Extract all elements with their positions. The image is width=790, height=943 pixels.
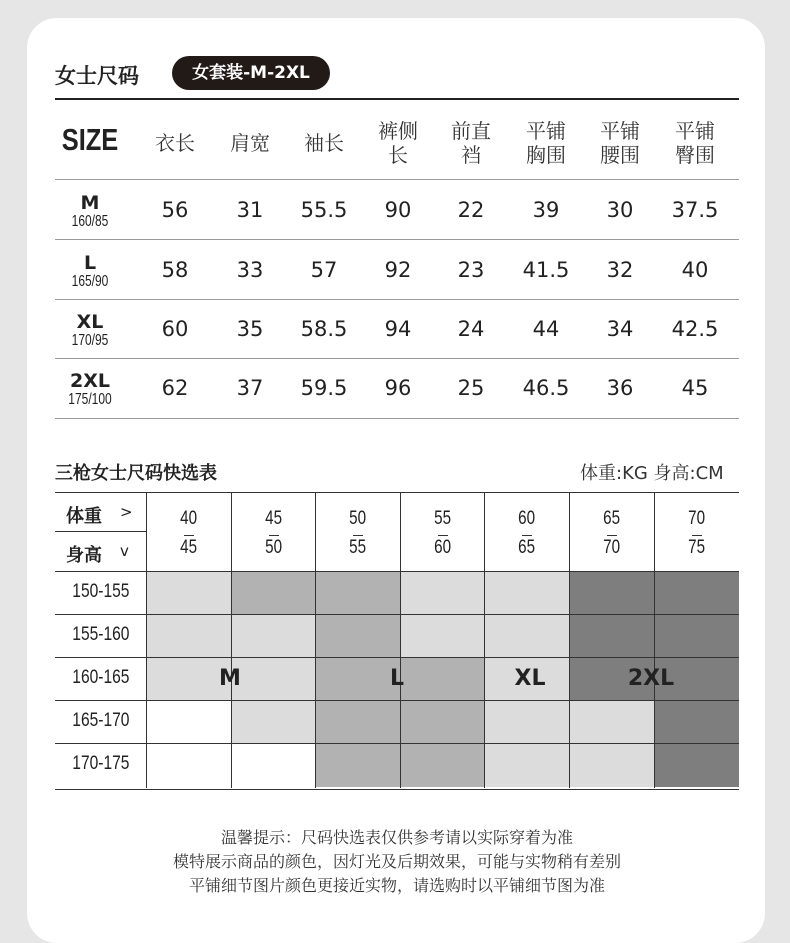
weight-range-bottom [655, 537, 739, 559]
grid-hline [55, 571, 739, 572]
weight-range-bottom [570, 537, 654, 559]
height-label: 身高 [66, 545, 102, 566]
row-divider [55, 358, 739, 359]
height-range-label [55, 624, 146, 646]
grid-cell [569, 614, 654, 657]
size-value-cell: 58.5 [300, 317, 348, 341]
weight-arrow-icon: > [120, 503, 133, 521]
weight-range-top-text: 55 [434, 508, 452, 529]
row-divider [55, 418, 739, 419]
height-range-text: 155-160 [71, 624, 130, 645]
row-divider [55, 239, 739, 240]
grid-cell [569, 743, 654, 787]
zone-label-l: L [389, 666, 405, 691]
grid-cell [654, 571, 739, 614]
weight-range-dash [184, 535, 194, 536]
height-range-text: 160-165 [71, 667, 130, 688]
weight-range-top [485, 508, 569, 530]
grid-cell [231, 700, 315, 743]
grid-cell [400, 700, 484, 743]
size-height-spec: 160/85 [71, 213, 109, 230]
weight-range-bottom-text: 45 [180, 537, 198, 558]
height-range-label [55, 667, 146, 689]
weight-range-top [316, 508, 400, 530]
note-line: 平铺细节图片颜色更接近实物，请选购时以平铺细节图为准 [188, 876, 605, 895]
product-tag: 女套装-M-2XL [172, 56, 330, 90]
grid-cell [315, 743, 400, 787]
weight-range-bottom [147, 537, 231, 559]
size-value-cell: 56 [161, 198, 189, 222]
size-column-header: 裤侧 长 [378, 119, 418, 167]
grid-cell [400, 743, 484, 787]
size-column-header: 袖长 [304, 131, 344, 155]
weight-range-top-text: 60 [518, 508, 536, 529]
weight-range-bottom [401, 537, 485, 559]
grid-cell [569, 700, 654, 743]
weight-range-top [401, 508, 485, 530]
weight-range-bottom-text: 75 [688, 537, 706, 558]
grid-cell [654, 700, 739, 743]
notes [60, 826, 734, 898]
grid-cell [146, 571, 231, 614]
weight-range-dash [607, 535, 617, 536]
weight-range-dash [438, 535, 448, 536]
grid-cell [654, 614, 739, 657]
size-value-cell: 36 [606, 376, 634, 400]
height-range-label [55, 710, 146, 732]
size-height-spec: 175/100 [68, 391, 112, 408]
size-value-cell: 60 [161, 317, 189, 341]
grid-cell [400, 614, 484, 657]
size-value-cell: 58 [161, 258, 189, 282]
row-divider [55, 299, 739, 300]
size-value-cell: 45 [681, 376, 709, 400]
size-value-cell: 33 [236, 258, 264, 282]
grid-cell [146, 700, 231, 743]
size-value-cell: 90 [384, 198, 412, 222]
size-value-cell: 41.5 [522, 258, 570, 282]
grid-hline [55, 657, 739, 658]
size-column-header: 肩宽 [230, 131, 270, 155]
zone-label-2xl: 2XL [627, 666, 675, 691]
weight-range-top-text: 45 [265, 508, 283, 529]
height-range-text: 170-175 [71, 753, 130, 774]
weight-range-top [147, 508, 231, 530]
weight-range-top-text: 50 [349, 508, 367, 529]
weight-range-top [570, 508, 654, 530]
size-value-cell: 23 [457, 258, 485, 282]
weight-range-dash [692, 535, 702, 536]
height-arrow-icon: v [120, 542, 129, 560]
size-value-cell: 35 [236, 317, 264, 341]
weight-range-bottom-text: 55 [349, 537, 367, 558]
size-value-cell: 25 [457, 376, 485, 400]
size-row-label [55, 193, 125, 231]
grid-cell [484, 614, 569, 657]
zone-label-m: M [219, 666, 241, 691]
size-value-cell: 92 [384, 258, 412, 282]
section-title: 女士尺码 [55, 64, 139, 88]
size-row-label [55, 253, 125, 291]
note-line: 温馨提示：尺码快选表仅供参考请以实际穿着为准 [220, 828, 573, 847]
zone-label-xl: XL [514, 666, 546, 691]
size-value-cell: 96 [384, 376, 412, 400]
grid-cell [315, 614, 400, 657]
grid-cell [654, 743, 739, 787]
size-value-cell: 62 [161, 376, 189, 400]
size-value-cell: 55.5 [300, 198, 348, 222]
size-value-cell: 59.5 [300, 376, 348, 400]
size-code: XL [76, 311, 104, 333]
weight-range-bottom [232, 537, 316, 559]
height-range-label [55, 581, 146, 603]
grid-hline [55, 531, 146, 532]
weight-range-bottom-text: 65 [518, 537, 536, 558]
height-range-text: 150-155 [71, 581, 130, 602]
size-value-cell: 46.5 [522, 376, 570, 400]
size-value-cell: 24 [457, 317, 485, 341]
weight-range-bottom-text: 70 [603, 537, 621, 558]
grid-cell [315, 700, 400, 743]
grid-hline [55, 743, 739, 744]
weight-range-dash [522, 535, 532, 536]
size-column-header: 平铺 腰围 [600, 119, 640, 167]
grid-cell [315, 571, 400, 614]
size-value-cell: 22 [457, 198, 485, 222]
size-code: L [83, 252, 97, 274]
weight-range-bottom-text: 60 [434, 537, 452, 558]
size-height-spec: 165/90 [71, 273, 109, 290]
weight-range-bottom-text: 50 [265, 537, 283, 558]
grid-cell [146, 614, 231, 657]
weight-range-top [232, 508, 316, 530]
size-column-header: 平铺 臀围 [675, 119, 715, 167]
note-line: 模特展示商品的颜色，因灯光及后期效果，可能与实物稍有差别 [172, 852, 621, 871]
height-range-label [55, 753, 146, 775]
grid-cell [400, 571, 484, 614]
size-value-cell: 32 [606, 258, 634, 282]
weight-label: 体重 [66, 506, 102, 527]
grid-cell [484, 700, 569, 743]
size-value-cell: 31 [236, 198, 264, 222]
size-code: M [80, 192, 100, 214]
size-value-cell: 44 [532, 317, 560, 341]
grid-cell [484, 571, 569, 614]
row-divider [55, 179, 739, 180]
size-row-label [55, 371, 125, 409]
weight-range-top-text: 40 [180, 508, 198, 529]
size-row-label [55, 312, 125, 350]
size-column-header: 前直 裆 [451, 119, 491, 167]
grid-hline [55, 700, 739, 701]
size-value-cell: 34 [606, 317, 634, 341]
weight-range-bottom [485, 537, 569, 559]
grid-cell [231, 614, 315, 657]
grid-hline [55, 614, 739, 615]
size-height-spec: 170/95 [71, 332, 109, 349]
grid-cell [146, 743, 231, 787]
size-value-cell: 42.5 [671, 317, 719, 341]
size-value-cell: 57 [310, 258, 338, 282]
size-value-cell: 30 [606, 198, 634, 222]
grid-cell [231, 743, 315, 787]
size-column-header: 平铺 胸围 [526, 119, 566, 167]
weight-range-dash [353, 535, 363, 536]
grid-cell [231, 571, 315, 614]
size-corner-label: SIZE [61, 122, 119, 157]
size-value-cell: 40 [681, 258, 709, 282]
weight-range-dash [269, 535, 279, 536]
size-value-cell: 37 [236, 376, 264, 400]
weight-range-top [655, 508, 739, 530]
quick-table-unit: 体重:KG 身高:CM [580, 463, 724, 484]
size-code: 2XL [70, 370, 110, 392]
grid-cell [484, 743, 569, 787]
weight-range-top-text: 65 [603, 508, 621, 529]
header-divider [55, 98, 739, 100]
grid-cell [569, 571, 654, 614]
size-column-header: 衣长 [155, 131, 195, 155]
size-value-cell: 37.5 [671, 198, 719, 222]
weight-range-bottom [316, 537, 400, 559]
weight-range-top-text: 70 [688, 508, 706, 529]
height-range-text: 165-170 [71, 710, 130, 731]
size-value-cell: 94 [384, 317, 412, 341]
size-value-cell: 39 [532, 198, 560, 222]
quick-table-title: 三枪女士尺码快选表 [55, 463, 217, 484]
